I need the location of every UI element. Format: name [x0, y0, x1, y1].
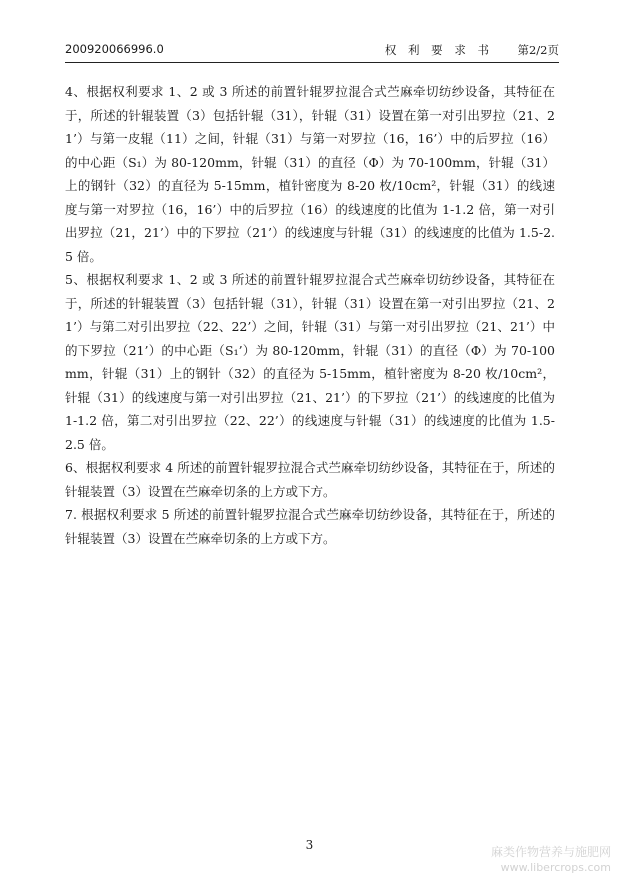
claim-5: 5、根据权利要求 1、2 或 3 所述的前置针辊罗拉混合式苎麻牵切纺纱设备，其特征在于，所述的针辊装置（3）包括针辊（31），针辊（31）设置在第一对引出罗拉（21、21’）与第二对引出罗拉（22、22’）之间，针辊（31）与第一对引出罗拉（21、21’）中的下罗拉（21’）的中心距（S₁’）为 80-120mm，针辊（31）的直径（Φ）为 70-100mm，针辊（31）上的钢针（32）的直径为 5-15mm，植针密度为 8-20 枚/10cm²，针辊（31）的线速度与第一对引出罗拉（21、21’）的下罗拉（21’）的线速度的比值为 1-1.2 倍，第二对引出罗拉（22、22’）的线速度与针辊（31）的线速度的比值为 1.5-2.5 倍。 — [65, 272, 555, 452]
claim-4: 4、根据权利要求 1、2 或 3 所述的前置针辊罗拉混合式苎麻牵切纺纱设备，其特征在于，所述的针辊装置（3）包括针辊（31），针辊（31）设置在第一对引出罗拉（21、21’）与第一皮辊（11）之间，针辊（31）与第一对罗拉（16，16’）中的后罗拉（16）的中心距（S₁）为 80-120mm，针辊（31）的直径（Φ）为 70-100mm，针辊（31）上的钢针（32）的直径为 5-15mm，植针密度为 8-20 枚/10cm²，针辊（31）的线速度与第一对罗拉（16，16’）中的后罗拉（16）的线速度的比值为 1-1.2 倍，第一对引出罗拉（21，21’）中的下罗拉（21’）的线速度与针辊（31）的线速度的比值为 1.5-2.5 倍。 — [65, 84, 555, 264]
header-divider — [65, 62, 559, 63]
claims-body — [65, 80, 555, 550]
watermark — [491, 845, 611, 875]
watermark-url: www.libercrops.com — [500, 861, 611, 874]
claim-6: 6、根据权利要求 4 所述的前置针辊罗拉混合式苎麻牵切纺纱设备，其特征在于，所述的针辊装置（3）设置在苎麻牵切条的上方或下方。 — [65, 460, 555, 499]
page-number: 3 — [305, 838, 314, 852]
page-header — [65, 42, 559, 58]
claim-7: 7. 根据权利要求 5 所述的前置针辊罗拉混合式苎麻牵切纺纱设备，其特征在于，所述的针辊装置（3）设置在苎麻牵切条的上方或下方。 — [65, 507, 555, 546]
document-type-title: 权 利 要 求 书 — [384, 43, 493, 57]
watermark-site-name: 麻类作物营养与施肥网 — [490, 845, 611, 859]
document-number: 200920066996.0 — [65, 42, 164, 56]
page-indicator: 第2/2页 — [517, 43, 559, 57]
